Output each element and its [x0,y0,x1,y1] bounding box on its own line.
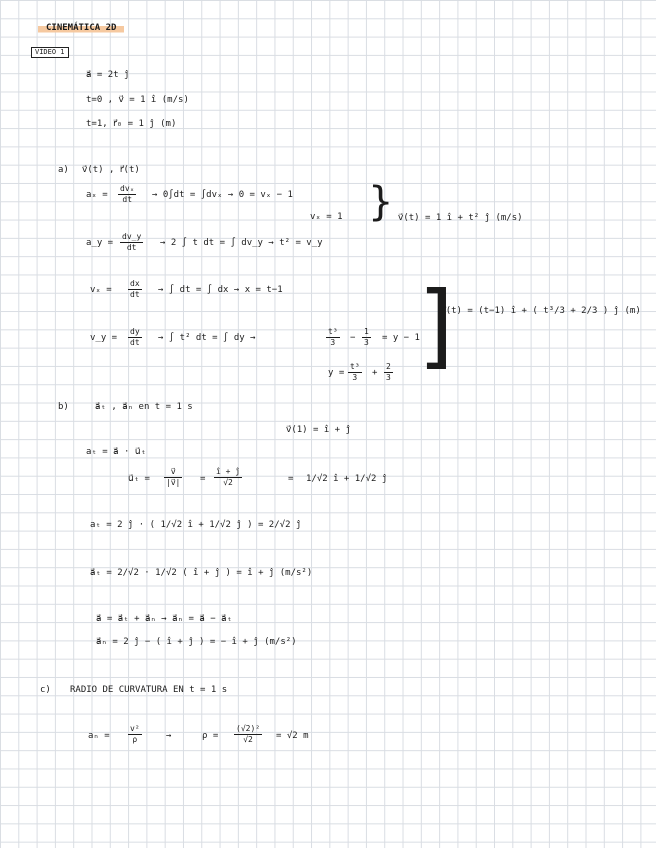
at-vector: a⃗ₜ = 2/√2 · 1/√2 ( î + ĵ ) = î + ĵ (m/s²) [90,568,313,578]
y-plus: + [372,368,378,378]
vy-fraction [128,327,142,348]
ut-lhs: u⃗ₜ = [128,474,150,484]
ax-result: vₓ = 1 [310,212,343,222]
given-position: t=1, r⃗₀ = 1 ĵ (m) [86,119,177,129]
ax-numerator: dvₓ [120,184,135,193]
given-acceleration: a⃗ = 2t ĵ [86,70,130,80]
ut-fraction-1 [164,467,182,488]
vy-third-denominator: 3 [364,338,369,347]
ax-integration: → 0∫dt = ∫dvₓ → 0 = vₓ − 1 [152,190,293,200]
y-t3-denominator: 3 [352,373,358,382]
vy-minus: − [350,333,356,343]
velocity-brace: } [368,179,394,225]
ax-fraction [118,184,136,205]
ay-fraction [120,232,143,253]
curvature-arrow: → [166,731,172,741]
ut-equals-2: = [288,474,294,484]
curvature-an-denominator: ρ [132,735,138,744]
at-calculation: aₜ = 2 ĵ · ( 1/√2 î + 1/√2 ĵ ) = 2/√2 ĵ [90,520,302,530]
y-lhs: y = [328,368,345,378]
rho-numerator: (√2)² [236,724,261,733]
vx-lhs: vₓ = [90,285,112,295]
ay-denominator: dt [126,243,137,252]
part-c-label: c) [40,685,51,695]
y-t3-fraction [348,362,362,383]
y-two-thirds-fraction [384,362,393,383]
vy-third-numerator: 1 [364,327,369,336]
an-relation: a⃗ = a⃗ₜ + a⃗ₙ → a⃗ₙ = a⃗ − a⃗ₜ [96,614,233,624]
y-two-thirds-numerator: 2 [386,362,391,371]
ut-fraction-2 [214,467,242,488]
ay-numerator: dv_y [122,232,142,241]
ax-denominator: dt [122,195,133,204]
rho-lhs: ρ = [202,731,219,741]
curvature-an-numerator: v² [130,724,140,733]
an-result: a⃗ₙ = 2 ĵ − ( î + ĵ ) = − î + ĵ (m/s²) [96,637,297,647]
ax-lhs: aₓ = [86,190,108,200]
y-two-thirds-denominator: 3 [386,373,391,382]
rho-denominator: √2 [243,735,253,744]
ut-fraction-1-denominator: |v⃗| [166,478,181,487]
vy-third-fraction [362,327,371,348]
velocity-at-1: v⃗(1) = î + ĵ [286,425,351,435]
vy-integration: → ∫ t² dt = ∫ dy → [158,333,256,343]
part-a-header: v⃗(t) , r⃗(t) [82,165,140,175]
rho-fraction [234,724,262,745]
part-a-label: a) [58,165,69,175]
position-brace: ] [418,272,454,379]
velocity-result: v⃗(t) = 1 î + t² ĵ (m/s) [398,213,523,223]
vy-denominator: dt [130,338,140,347]
page-title: CINEMÁTICA 2D [38,23,124,34]
ut-result: 1/√2 î + 1/√2 ĵ [306,474,388,484]
vx-integration: → ∫ dt = ∫ dx → x = t−1 [158,285,283,295]
position-result: r⃗(t) = (t−1) î + ( t³/3 + 2/3 ) ĵ (m) [442,306,641,316]
ut-equals: = [200,474,206,484]
given-initial-velocity: t=0 , v⃗ = 1 î (m/s) [86,95,189,105]
vx-fraction [128,279,142,300]
vy-lhs: v_y = [90,333,118,343]
part-b-label: b) [58,402,69,412]
ay-lhs: a_y = [86,238,114,248]
y-t3-numerator: t³ [350,362,360,371]
vy-numerator: dy [130,327,140,336]
vy-t3-numerator: t³ [328,327,338,336]
vy-t3-fraction [326,327,340,348]
curvature-an-fraction [128,724,142,745]
curvature-an-lhs: aₙ = [88,731,110,741]
vy-t3-denominator: 3 [330,338,336,347]
ut-fraction-2-numerator: î + ĵ [216,467,241,476]
video-label: VÍDEO 1 [31,47,69,58]
ay-integration: → 2 ∫ t dt = ∫ dv_y → t² = v_y [160,238,323,248]
ut-fraction-1-numerator: v⃗ [164,467,182,478]
vy-tail: = y − 1 [382,333,420,343]
part-c-header: RADIO DE CURVATURA EN t = 1 s [70,685,228,695]
part-b-header: a⃗ₜ , a⃗ₙ en t = 1 s [95,402,193,412]
at-definition: aₜ = a⃗ · u⃗ₜ [86,447,146,457]
vx-denominator: dt [130,290,140,299]
rho-result: = √2 m [276,731,309,741]
vx-numerator: dx [130,279,140,288]
ut-fraction-2-denominator: √2 [223,478,233,487]
